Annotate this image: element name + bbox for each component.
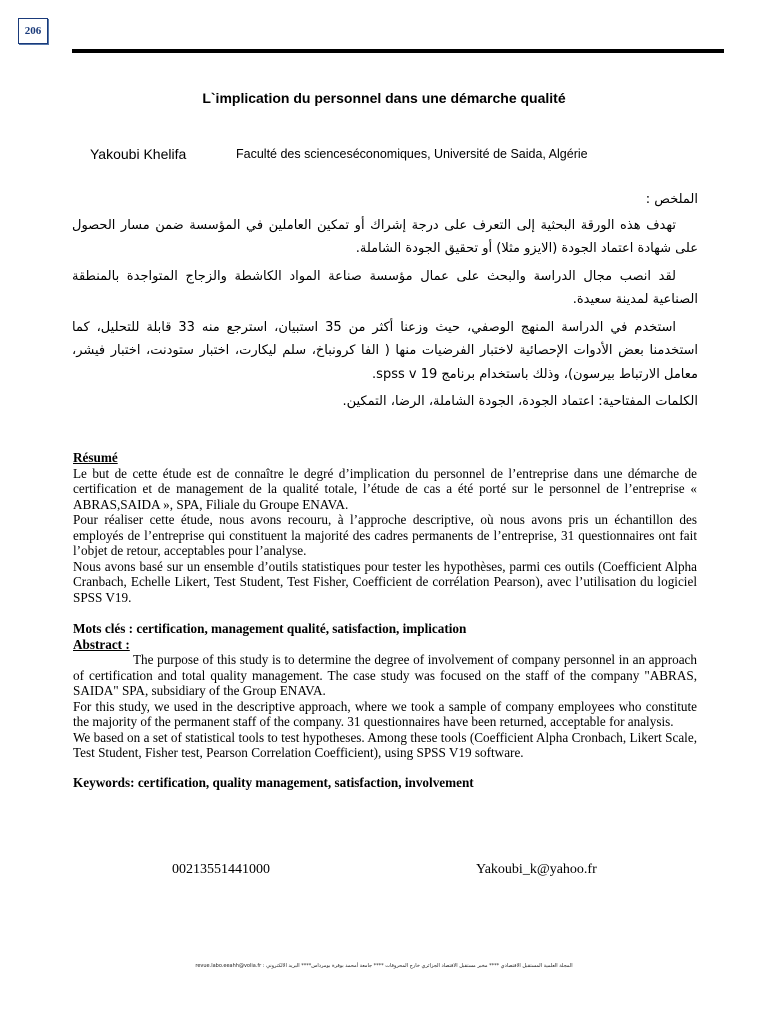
resume-heading: Résumé [73,450,118,465]
contact-phone: 00213551441000 [172,862,270,877]
abstract-heading: Abstract : [73,636,130,652]
contact-email[interactable]: Yakoubi_k@yahoo.fr [476,862,597,877]
page-number: 206 [18,18,48,44]
paper-title: L`implication du personnel dans une démarche qualité [202,90,566,106]
resume-paragraph-1: Le but de cette étude est de connaître le degré d’implication du personnel de l’entreprise dans une démarche de certification et de management de la qualité totale, l’étude de cas a été porté sur le personnel de l’entreprise « ABRAS,SAIDA », SPA, Filiale du Groupe ENAVA. [73,465,697,512]
resume-paragraph-3: Nous avons basé sur un ensemble d’outils statistiques pour tester les hypothèses, parmi ces outils (Coefficient Alpha Cranbach, Echelle Likert, Test Student, Test Fisher, Coefficient de corrélation Pearson), avec l’utilisation du logiciel SPSS V19. [73,558,697,605]
spacer [73,605,697,621]
abstract-paragraph-2: For this study, we used in the descriptive approach, where we took a sample of company employees who constitute the majority of the permanent staff of the company. 31 questionnaires have been returned, acceptable for analysis. [73,698,697,729]
abstract-paragraph-1: The purpose of this study is to determine the degree of involvement of company personnel in an approach of certification and total quality management. The case study was focused on the staff of the company "ABRAS, SAIDA" SPA, subsidiary of the Group ENAVA. [73,652,697,698]
arabic-paragraph-3: استخدم في الدراسة المنهج الوصفي، حيث وزعنا أكثر من 35 استبيان، استرجع منه 33 قابلة للتحليل، كما استخدمنا بعض الأدوات الإحصائية لاختبار الفرضيات منها ( الفا كرونباخ، سلم ليكارت، اختبار ستودنت، اختبار فيشر، معامل الارتباط بيرسون)، وذلك باستخدام برنامج spss v 19. [72,319,698,382]
arabic-paragraph-1: تهدف هذه الورقة البحثية إلى التعرف على درجة إشراك أو تمكين العاملين في المؤسسة ضمن مسار الحصول على شهادة اعتماد الجودة (الايزو مثلا) أو تحقيق الجودة الشاملة. [72,217,698,256]
abstract-keywords: Keywords: certification, quality management, satisfaction, involvement [73,774,474,790]
resume-keywords: Mots clés : certification, management qualité, satisfaction, implication [73,621,467,636]
resume-paragraph-2: Pour réaliser cette étude, nous avons recouru, à l’approche descriptive, où nous avons pris un échantillon des employés de l’entreprise qui constituent la majorité des cadres permanents de l’entreprise, 31 questionnaires ont fait l’objet de retour, acceptables pour l’analyse. [73,512,697,558]
arabic-abstract [72,188,698,418]
author-name: Yakoubi Khelifa [90,146,187,162]
header-rule [72,49,724,53]
abstract-paragraph-3: We based on a set of statistical tools to test hypotheses. Among these tools (Coefficient Alpha Cronbach, Likert Scale, Test Student, Fisher test, Pearson Correlation Coefficient), using SPSS V19 software. [73,729,697,760]
spacer [73,761,697,775]
arabic-paragraph-2: لقد انصب مجال الدراسة والبحث على عمال مؤسسة صناعة المواد الكاشطة والزجاج المتواجدة بالمنطقة الصناعية لمدينة سعيدة. [72,268,698,307]
arabic-abstract-heading: الملخص : [645,192,698,207]
latin-abstracts [73,450,697,790]
journal-footer: المجلة العلمية المستقبل الاقتصادي **** مخبر مستقبل الاقتصاد الجزائري خارج المحروقات **** جامعة أمحمد بوقرة بومرداس**** البريد الالكتروني : revue.labo.eeahh@volia.fr [195,963,573,969]
author-affiliation: Faculté des scienceséconomiques, Université de Saida, Algérie [236,147,588,161]
arabic-keywords: الكلمات المفتاحية: اعتماد الجودة، الجودة الشاملة، الرضا، التمكين. [342,394,698,409]
